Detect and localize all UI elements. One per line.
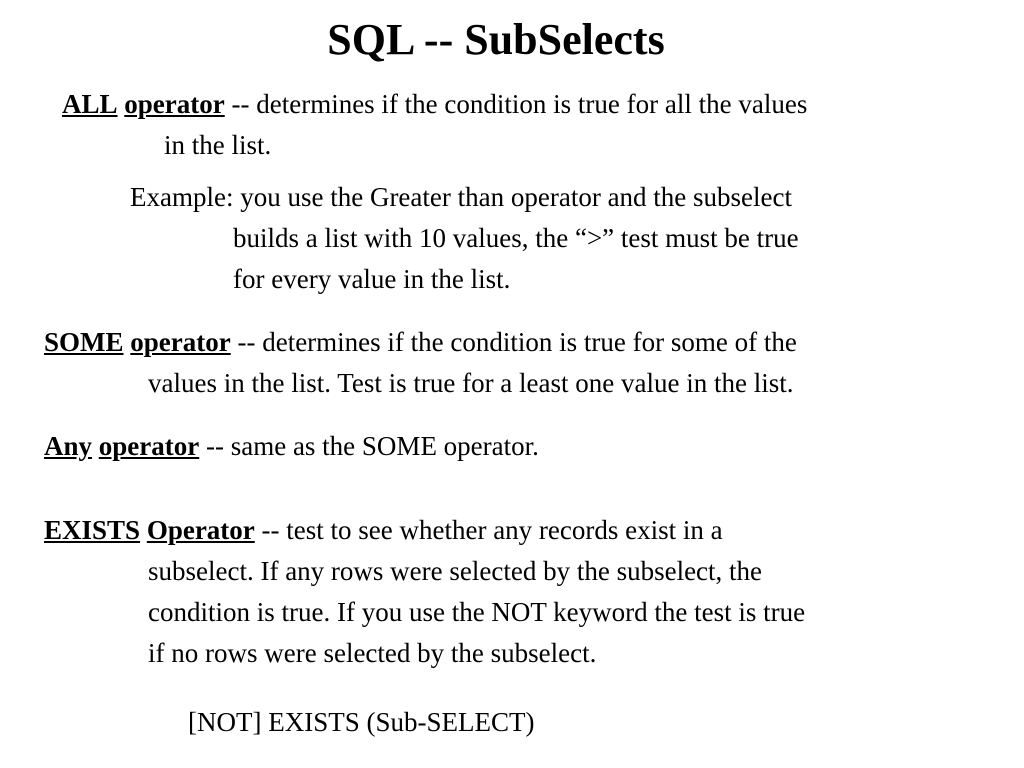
all-operator-line-1 xyxy=(62,84,807,125)
some-operator-label: operator xyxy=(130,327,231,357)
exists-operator-label: Operator xyxy=(146,515,255,545)
example-paragraph xyxy=(130,177,799,300)
any-description: -- same as the SOME operator. xyxy=(199,431,539,461)
some-description-continued: values in the list. Test is true for a least one value in the list. xyxy=(148,368,794,398)
any-keyword: Any xyxy=(44,431,93,461)
all-keyword: ALL xyxy=(62,89,118,119)
some-keyword: SOME xyxy=(44,327,124,357)
example-line-3: for every value in the list. xyxy=(233,264,511,294)
all-operator-paragraph xyxy=(62,84,807,166)
exists-description: -- test to see whether any records exist in a xyxy=(254,515,723,545)
exists-description-line-4: if no rows were selected by the subselect. xyxy=(148,638,597,668)
exists-operator-line-1 xyxy=(44,510,805,551)
any-operator-line-1 xyxy=(44,426,539,467)
exists-operator-paragraph xyxy=(44,510,805,674)
exists-description-line-3: condition is true. If you use the NOT keyword the test is true xyxy=(148,597,806,627)
slide-title: SQL -- SubSelects xyxy=(327,15,665,64)
some-operator-paragraph xyxy=(44,322,797,404)
exists-description-line-2: subselect. If any rows were selected by the subselect, the xyxy=(148,556,763,586)
any-operator-label: operator xyxy=(98,431,200,461)
all-operator-label: operator xyxy=(124,89,225,119)
exists-syntax: [NOT] EXISTS (Sub-SELECT) xyxy=(188,707,535,737)
some-operator-line-1 xyxy=(44,322,797,363)
exists-keyword: EXISTS xyxy=(44,515,141,545)
example-line-2: builds a list with 10 values, the “>” test must be true xyxy=(233,223,799,253)
any-operator-paragraph xyxy=(44,426,539,467)
all-description: -- determines if the condition is true for all the values xyxy=(224,89,808,119)
some-description: -- determines if the condition is true for some of the xyxy=(230,327,797,357)
all-description-continued: in the list. xyxy=(164,130,272,160)
example-line-1: Example: you use the Greater than operator and the subselect xyxy=(130,182,793,212)
